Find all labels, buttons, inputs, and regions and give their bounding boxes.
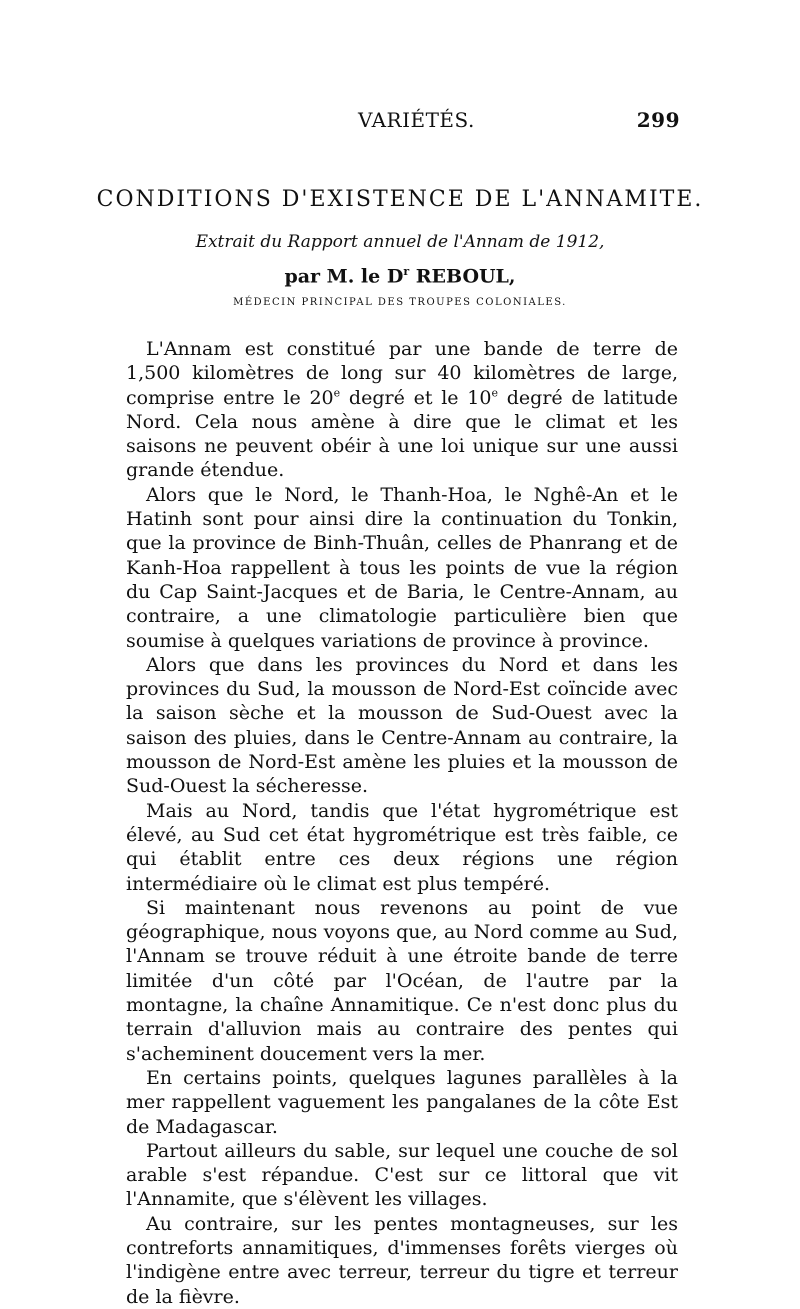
paragraph-text: L'Annam est constitué par une bande de terre de 1,500 kilomètres de long sur 40 kilomètres de large, comprise entre le 20 (126, 338, 678, 409)
author-name: REBOUL, (409, 265, 516, 288)
paragraph-text: degré et le 10 (340, 386, 492, 409)
paragraph: Mais au Nord, tandis que l'état hygrométrique est élevé, au Sud cet état hygrométrique est très faible, ce qui établit entre ces deux régions une région intermédiaire où le climat est plus tempéré. (126, 799, 678, 895)
author-prefix-superscript: r (403, 265, 410, 278)
article-body (126, 337, 678, 1309)
ordinal-superscript: e (491, 386, 498, 400)
author-line (0, 265, 800, 287)
article-subtitle: Extrait du Rapport annuel de l'Annam de 1912, (195, 232, 605, 252)
paragraph (126, 337, 678, 483)
author-prefix: par M. le D (284, 265, 404, 288)
paragraph-text: degré de latitude Nord. Cela nous amène à dire que le climat et les saisons ne peuvent obéir à une loi unique sur une aussi grande étendue. (126, 386, 678, 482)
running-head: VARIÉTÉS. (358, 108, 475, 132)
paragraph: Alors que dans les provinces du Nord et dans les provinces du Sud, la mousson de Nord-Est coïncide avec la saison sèche et la mousson de Sud-Ouest avec la saison des pluies, dans le Centre-Annam au contraire, la mousson de Nord-Est amène les pluies et la mousson de Sud-Ouest la sécheresse. (126, 653, 678, 798)
page-header (140, 108, 680, 138)
paragraph: Partout ailleurs du sable, sur lequel une couche de sol arable s'est répandue. C'est sur ce littoral que vit l'Annamite, que s'élèvent les villages. (126, 1139, 678, 1211)
paragraph: Alors que le Nord, le Thanh-Hoa, le Nghê-An et le Hatinh sont pour ainsi dire la continuation du Tonkin, que la province de Binh-Thuân, celles de Phanrang et de Kanh-Hoa rappellent à tous les points de vue la région du Cap Saint-Jacques et de Baria, le Centre-Annam, au contraire, a une climatologie particulière bien que soumise à quelques variations de province à province. (126, 483, 678, 652)
ordinal-superscript: e (333, 386, 341, 400)
article-title: CONDITIONS D'EXISTENCE DE L'ANNAMITE. (96, 187, 704, 212)
author-affiliation: MÉDECIN PRINCIPAL DES TROUPES COLONIALES. (233, 297, 567, 308)
paragraph: Au contraire, sur les pentes montagneuses, sur les contreforts annamitiques, d'immenses forêts vierges où l'indigène entre avec terreur, terreur du tigre et terreur de la fièvre. (126, 1212, 678, 1308)
paragraph: Si maintenant nous revenons au point de vue géographique, nous voyons que, au Nord comme au Sud, l'Annam se trouve réduit à une étroite bande de terre limitée d'un côté par l'Océan, de l'autre par la montagne, la chaîne Annamitique. Ce n'est donc plus du terrain d'alluvion mais au contraire des pentes qui s'acheminent doucement vers la mer. (126, 896, 678, 1065)
paragraph: En certains points, quelques lagunes parallèles à la mer rappellent vaguement les pangalanes de la côte Est de Madagascar. (126, 1066, 678, 1138)
page-number: 299 (636, 108, 680, 132)
